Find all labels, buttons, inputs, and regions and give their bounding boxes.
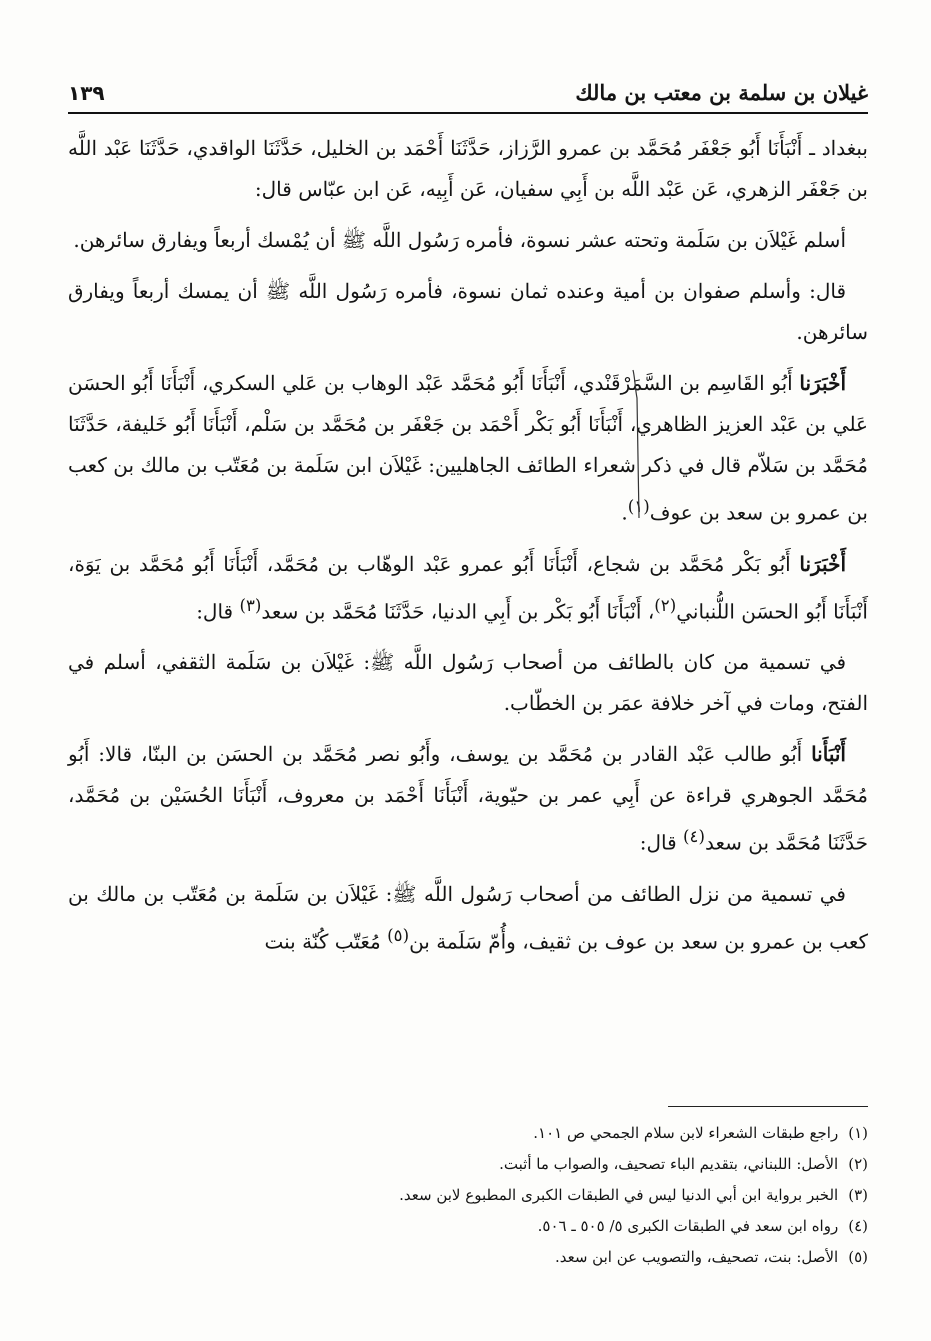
footnote-1 [68, 1118, 868, 1149]
footnote-ref-1: (١) [627, 497, 650, 516]
paragraph-7-lead: أَنْبَأَنا [811, 742, 846, 767]
paragraph-5-text-b: ، أَنْبَأَنَا أَبُو بَكْر بن أَبِي الدنيا، حَدَّثَنَا مُحَمَّد بن سعد [261, 599, 655, 624]
header-rule [68, 112, 868, 114]
paragraph-8 [68, 874, 868, 963]
footnote-separator [668, 1106, 868, 1107]
book-page [68, 70, 868, 1310]
footnote-5 [68, 1242, 868, 1273]
footnote-text: الأصل: بنت، تصحيف، والتصويب عن ابن سعد. [554, 1248, 839, 1266]
paragraph-7 [68, 734, 868, 864]
footnote-number: (٣) [848, 1186, 868, 1204]
paragraph-5-text-c: قال: [196, 599, 240, 624]
footnote-3 [68, 1180, 868, 1211]
footnote-4 [68, 1211, 868, 1242]
footnote-ref-2: (٢) [654, 595, 677, 615]
footnote-text: رواه ابن سعد في الطبقات الكبرى ٥/ ٥٠٥ ـ ٥٠٦. [537, 1217, 839, 1235]
paragraph-7-text-a: أَبُو طالب عَبْد القادر بن مُحَمَّد بن يوسف، وأَبُو نصر مُحَمَّد بن الحسَن بن البنّا، قالا: أَبُو مُحَمَّد الجوهري قراءة عن أَبِي عمر بن حيّوية، أَنْبَأَنَا أَحْمَد بن معروف، أَنْبَأَنَا الحُسَيْن بن مُحَمَّد، حَدَّثَنَا مُحَمَّد بن سعد [68, 742, 868, 855]
footnote-2 [68, 1149, 868, 1180]
paragraph-5-lead: أَخْبَرَنا [799, 551, 846, 576]
footnotes [68, 1118, 868, 1273]
footnote-number: (١) [848, 1124, 868, 1142]
paragraph-4 [68, 363, 868, 534]
footnote-number: (٤) [848, 1217, 868, 1235]
paragraph-7-text-b: قال: [639, 830, 684, 855]
paragraph-4-text: أَبُو القَاسِم بن السَّمَرْقَنْدي، أَنْبَأَنَا أَبُو مُحَمَّد عَبْد الوهاب بن عَلي السكري، أَنْبَأَنَا أَبُو الحسَن عَلي بن عَبْد العزيز الظاهري، أَنْبَأَنَا أَبُو بَكْر أَحْمَد بن جَعْفَر بن مُحَمَّد بن سَلْم، أَنْبَأَنَا أَبُو خَليفة، حَدَّثَنَا مُحَمَّد بن سَلاّم قال في ذكر شعراء الطائف الجاهليين: غَيْلاَن ابن سَلَمة بن مُعَتّب بن مالك بن كعب بن عمرو بن سعد بن عوف [68, 371, 868, 525]
running-title: غيلان بن سلمة بن معتب بن مالك [575, 80, 868, 105]
main-text [68, 128, 868, 963]
paragraph-4-end: . [621, 500, 628, 525]
page-header [68, 70, 868, 105]
page-number: ١٣٩ [68, 81, 105, 105]
paragraph-8-text-a: في تسمية من نزل الطائف من أصحاب رَسُول اللَّه ﷺ: غَيْلاَن بن سَلَمة بن مُعَتّب بن مالك بن كعب بن عمرو بن سعد بن عوف بن ثقيف، وأُمّ سَلَمة بن [68, 881, 868, 954]
paragraph-2: أسلم غَيْلاَن بن سَلَمة وتحته عشر نسوة، فأمره رَسُول اللَّه ﷺ أن يُمْسك أربعاً ويفارق سائرهن. [73, 228, 846, 252]
paragraph-4-lead: أَخْبَرَنا [799, 371, 846, 395]
footnote-ref-5: (٥) [387, 925, 410, 945]
paragraph-3: قال: وأسلم صفوان بن أمية وعنده ثمان نسوة، فأمره رَسُول اللَّه ﷺ أن يمسك أربعاً ويفارق سائرهن. [68, 279, 868, 344]
footnote-number: (٢) [848, 1155, 868, 1173]
paragraph-1: ببغداد ـ أَنْبَأَنَا أَبُو جَعْفَر مُحَمَّد بن عمرو الرَّزاز، حَدَّثَنَا أَحْمَد بن الخليل، حَدَّثَنَا الواقدي، حَدَّثَنَا عَبْد اللَّه بن جَعْفَر الزهري، عَن عَبْد اللَّه بن أَبِي سفيان، عَن أَبِيه، عَن ابن عبّاس قال: [68, 136, 868, 201]
paragraph-6: في تسمية من كان بالطائف من أصحاب رَسُول اللَّه ﷺ: غَيْلاَن بن سَلَمة الثقفي، أسلم في الفتح، ومات في آخر خلافة عمَر بن الخطّاب. [68, 650, 868, 716]
footnote-ref-4: (٤) [683, 827, 705, 847]
footnote-ref-3: (٣) [239, 595, 262, 615]
pen-mark [623, 368, 663, 528]
footnote-text: الخبر برواية ابن أبي الدنيا ليس في الطبقات الكبرى المطبوع لابن سعد. [399, 1186, 839, 1204]
footnote-number: (٥) [848, 1248, 868, 1266]
footnote-text: الأصل: اللبناني، بتقديم الباء تصحيف، والصواب ما أثبت. [499, 1155, 839, 1173]
paragraph-5-text-a: أَبُو بَكْر مُحَمَّد بن شجاع، أَنْبَأَنَا أَبُو عمرو عَبْد الوهّاب بن مُحَمَّد، أَنْبَأَنَا أَبُو مُحَمَّد بن يَوَة، أَنْبَأَنَا أَبُو الحسَن اللُّنباني [68, 551, 868, 624]
paragraph-5 [68, 544, 868, 633]
paragraph-8-text-b: مُعَتّب كُنّة بنت [264, 929, 388, 954]
footnote-text: راجع طبقات الشعراء لابن سلام الجمحي ص ١٠١. [533, 1124, 839, 1142]
